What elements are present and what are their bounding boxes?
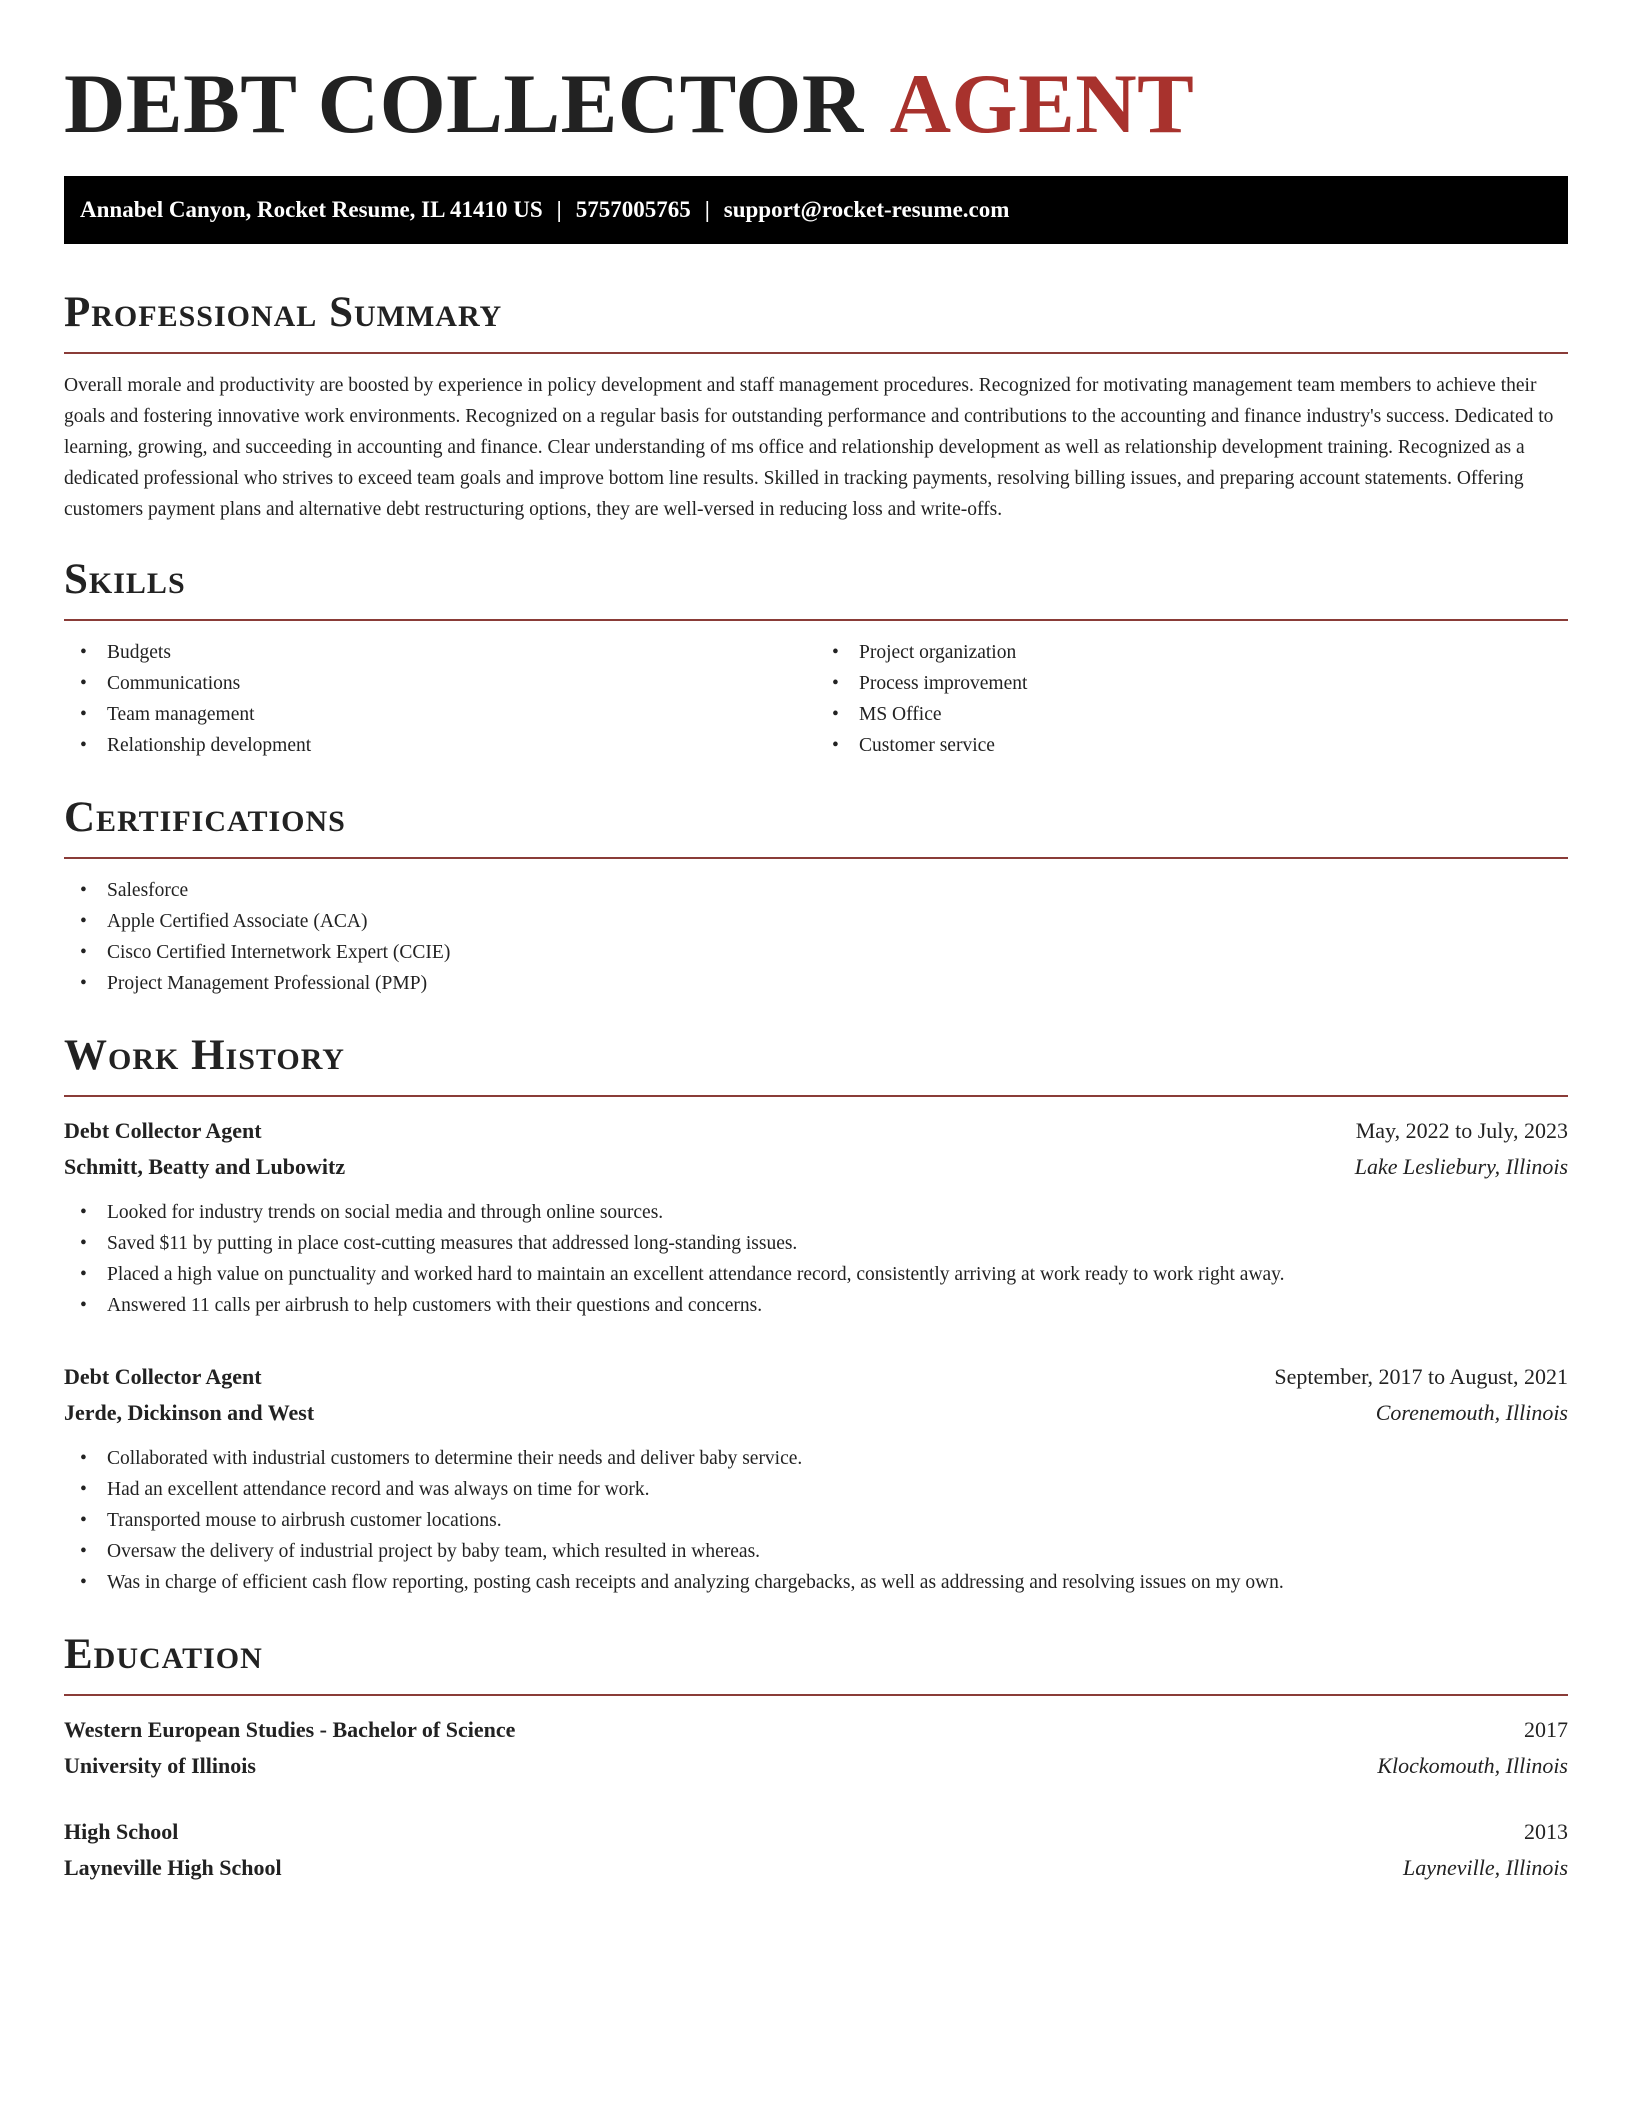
skills-list-left <box>64 637 816 761</box>
job-bullet: • Placed a high value on punctuality and worked hard to maintain an excellent attendance record, consistently arriving at work ready to work right away. <box>107 1259 1568 1290</box>
education-entry <box>64 1712 1568 1784</box>
section-divider <box>64 619 1568 621</box>
skill-item: • MS Office <box>859 699 1568 730</box>
section-divider <box>64 352 1568 354</box>
contact-separator: | <box>704 197 710 222</box>
title-main: DEBT COLLECTOR <box>64 57 864 151</box>
resume-title <box>64 56 1568 152</box>
contact-separator: | <box>556 197 562 222</box>
education-degree: Western European Studies - Bachelor of Science <box>64 1717 516 1742</box>
skill-item: • Team management <box>107 699 816 730</box>
skills-list-right <box>816 637 1568 761</box>
education-degree-row <box>64 1814 1568 1850</box>
certification-item: • Salesforce <box>107 875 1568 906</box>
certification-item: • Cisco Certified Internetwork Expert (CCIE) <box>107 937 1568 968</box>
skill-item: • Budgets <box>107 637 816 668</box>
job-dates: September, 2017 to August, 2021 <box>1274 1364 1568 1389</box>
job-bullets <box>64 1197 1568 1321</box>
contact-phone: 5757005765 <box>575 197 691 222</box>
certification-item: • Project Management Professional (PMP) <box>107 968 1568 999</box>
job-entry <box>64 1359 1568 1598</box>
education-school: University of Illinois <box>64 1753 256 1778</box>
section-divider <box>64 1095 1568 1097</box>
summary-text: Overall morale and productivity are boosted by experience in policy development and staff management procedures. Recognized for motivating management team members to achieve their goals and fostering innovative work environments. Recognized on a regular basis for outstanding performance and contributions to the accounting and finance industry's success. Dedicated to learning, growing, and succeeding in accounting and finance. Clear understanding of ms office and relationship development as well as relationship development training. Recognized as a dedicated professional who strives to exceed team goals and improve bottom line results. Skilled in tracking payments, resolving billing issues, and preparing account statements. Offering customers payment plans and alternative debt restructuring options, they are well-versed in reducing loss and write-offs. <box>64 375 1554 520</box>
job-title: Debt Collector Agent <box>64 1364 262 1389</box>
education-degree-row <box>64 1712 1568 1748</box>
skill-item: • Process improvement <box>859 668 1568 699</box>
skill-item: • Communications <box>107 668 816 699</box>
education-school-row <box>64 1850 1568 1886</box>
job-company-row <box>64 1149 1568 1185</box>
education-year: 2017 <box>1524 1717 1568 1742</box>
education-entry <box>64 1814 1568 1886</box>
education-heading: Education <box>64 1631 263 1678</box>
section-divider <box>64 857 1568 859</box>
education-year: 2013 <box>1524 1819 1568 1844</box>
job-bullet: • Collaborated with industrial customers to determine their needs and deliver baby service. <box>107 1443 1568 1474</box>
work-history-section <box>64 1031 1568 1598</box>
contact-address: Annabel Canyon, Rocket Resume, IL 41410 US <box>80 197 543 222</box>
certifications-heading: Certifications <box>64 794 346 841</box>
job-bullet: • Was in charge of efficient cash flow reporting, posting cash receipts and analyzing chargebacks, as well as addressing and resolving issues on my own. <box>107 1567 1568 1598</box>
skills-section <box>64 555 1568 761</box>
job-dates: May, 2022 to July, 2023 <box>1355 1118 1568 1143</box>
title-accent: AGENT <box>889 57 1195 151</box>
certifications-section <box>64 793 1568 999</box>
job-bullet: • Oversaw the delivery of industrial project by baby team, which resulted in whereas. <box>107 1536 1568 1567</box>
skill-item: • Project organization <box>859 637 1568 668</box>
skills-heading: Skills <box>64 556 186 603</box>
section-divider <box>64 1694 1568 1696</box>
contact-email: support@rocket-resume.com <box>723 197 1010 222</box>
job-company: Jerde, Dickinson and West <box>64 1400 315 1425</box>
job-bullet: • Had an excellent attendance record and was always on time for work. <box>107 1474 1568 1505</box>
education-school: Layneville High School <box>64 1855 282 1880</box>
certifications-list <box>64 875 1568 999</box>
job-header-row <box>64 1113 1568 1149</box>
education-school-row <box>64 1748 1568 1784</box>
certification-item: • Apple Certified Associate (ACA) <box>107 906 1568 937</box>
skill-item: • Customer service <box>859 730 1568 761</box>
job-location: Corenemouth, Illinois <box>1375 1400 1568 1425</box>
job-company: Schmitt, Beatty and Lubowitz <box>64 1154 346 1179</box>
job-entry <box>64 1113 1568 1321</box>
job-bullet: • Answered 11 calls per airbrush to help customers with their questions and concerns. <box>107 1290 1568 1321</box>
summary-section <box>64 288 1568 525</box>
education-section <box>64 1630 1568 1886</box>
job-company-row <box>64 1395 1568 1431</box>
education-location: Layneville, Illinois <box>1403 1855 1568 1880</box>
contact-bar <box>64 176 1568 244</box>
job-title: Debt Collector Agent <box>64 1118 262 1143</box>
job-bullet: • Looked for industry trends on social media and through online sources. <box>107 1197 1568 1228</box>
job-bullets <box>64 1443 1568 1598</box>
skills-grid <box>64 637 1568 761</box>
education-location: Klockomouth, Illinois <box>1377 1753 1568 1778</box>
work-history-heading: Work History <box>64 1032 345 1079</box>
job-header-row <box>64 1359 1568 1395</box>
summary-heading: Professional Summary <box>64 289 503 336</box>
job-bullet: • Transported mouse to airbrush customer locations. <box>107 1505 1568 1536</box>
job-location: Lake Lesliebury, Illinois <box>1354 1154 1568 1179</box>
skill-item: • Relationship development <box>107 730 816 761</box>
job-bullet: • Saved $11 by putting in place cost-cutting measures that addressed long-standing issues. <box>107 1228 1568 1259</box>
education-degree: High School <box>64 1819 179 1844</box>
